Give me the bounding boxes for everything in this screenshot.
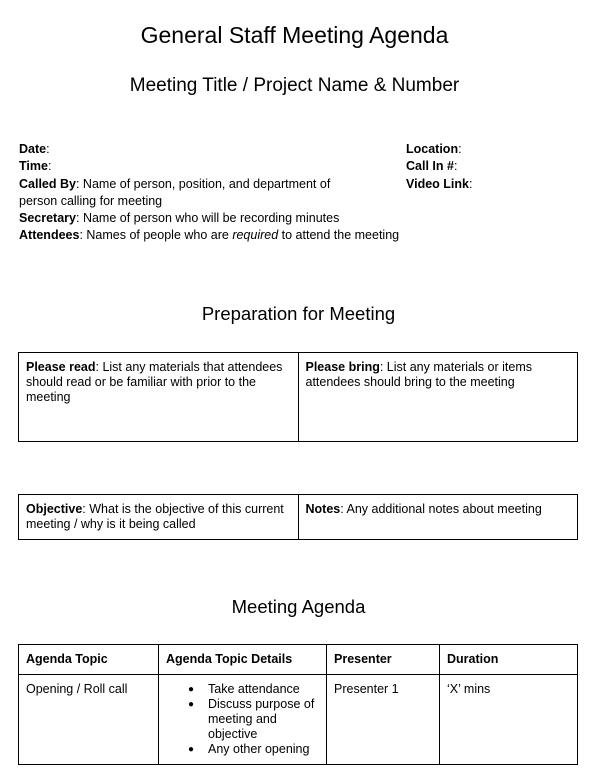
agenda-presenter-cell: Presenter 1 <box>327 675 440 765</box>
call-in-label: Call In # <box>406 159 454 174</box>
list-item: ● Discuss purpose of meeting and objective <box>188 697 319 742</box>
table-row <box>19 675 578 765</box>
objective-table <box>18 494 578 540</box>
please-read-cell: Please read: List any materials that attendees should read or be familiar with prior to the meeting <box>19 353 299 442</box>
meeting-info-right <box>406 141 576 193</box>
list-item: ● Take attendance <box>188 682 319 697</box>
column-header-topic-details: Agenda Topic Details <box>159 645 327 675</box>
agenda-details-list <box>166 682 319 757</box>
video-link-label: Video Link <box>406 176 469 191</box>
meeting-subtitle: Meeting Title / Project Name & Number <box>129 75 460 96</box>
agenda-header-row <box>19 645 578 675</box>
notes-label: Notes <box>305 502 341 516</box>
time-label: Time <box>19 159 48 174</box>
objective-label: Objective <box>26 502 83 516</box>
agenda-table <box>18 644 578 765</box>
date-label: Date <box>19 142 47 156</box>
secretary-label: Secretary <box>19 211 76 226</box>
table-row <box>19 495 578 540</box>
agenda-details-cell <box>159 675 327 765</box>
location-label: Location <box>406 142 459 156</box>
agenda-topic-cell: Opening / Roll call <box>19 675 159 765</box>
please-bring-text: List any materials or items attendees should bring to the meeting <box>305 360 532 389</box>
document-title: General Staff Meeting Agenda <box>140 22 449 48</box>
called-by-text: Name of person, position, and department of person calling for meeting <box>19 176 331 208</box>
called-by-line: Called By: Name of person, position, and department of person calling for meeting <box>19 176 331 208</box>
agenda-duration-cell: ‘X’ mins <box>440 675 578 765</box>
objective-cell: Objective: What is the objective of this current meeting / why is it being called <box>19 495 299 540</box>
attendees-text-before: Names of people who are <box>82 228 233 243</box>
video-link-line: Video Link: <box>406 176 473 191</box>
called-by-label: Called By <box>19 176 76 191</box>
attendees-label: Attendees <box>19 228 80 243</box>
please-read-text: List any materials that attendees should read or be familiar with prior to the meeting <box>26 360 283 404</box>
please-read-label: Please read <box>26 360 96 374</box>
meeting-info-left <box>19 141 400 245</box>
column-header-duration: Duration <box>440 645 578 675</box>
objective-text: What is the objective of this current meeting / why is it being called <box>26 502 284 531</box>
secretary-text: Name of person who will be recording minutes <box>79 211 340 226</box>
please-bring-label: Please bring <box>305 360 380 374</box>
agenda-heading: Meeting Agenda <box>231 596 366 617</box>
attendees-text-after: to attend the meeting <box>278 228 400 243</box>
please-bring-cell: Please bring: List any materials or items attendees should bring to the meeting <box>298 353 578 442</box>
attendees-text-emphasis: required <box>232 228 279 243</box>
notes-text: Any additional notes about meeting <box>343 502 542 516</box>
preparation-table <box>18 352 578 442</box>
preparation-heading: Preparation for Meeting <box>201 303 396 324</box>
date-line: Date: <box>19 142 50 156</box>
column-header-agenda-topic: Agenda Topic <box>19 645 159 675</box>
table-row <box>19 353 578 442</box>
list-item: ● Any other opening <box>188 742 319 757</box>
attendees-line: Attendees: Names of people who are required to attend the meeting <box>19 228 400 243</box>
call-in-line: Call In #: <box>406 159 458 174</box>
column-header-presenter: Presenter <box>327 645 440 675</box>
time-line: Time: <box>19 159 52 174</box>
location-line: Location: <box>406 142 462 156</box>
secretary-line: Secretary: Name of person who will be recording minutes <box>19 211 340 226</box>
notes-cell: Notes: Any additional notes about meeting <box>298 495 578 540</box>
